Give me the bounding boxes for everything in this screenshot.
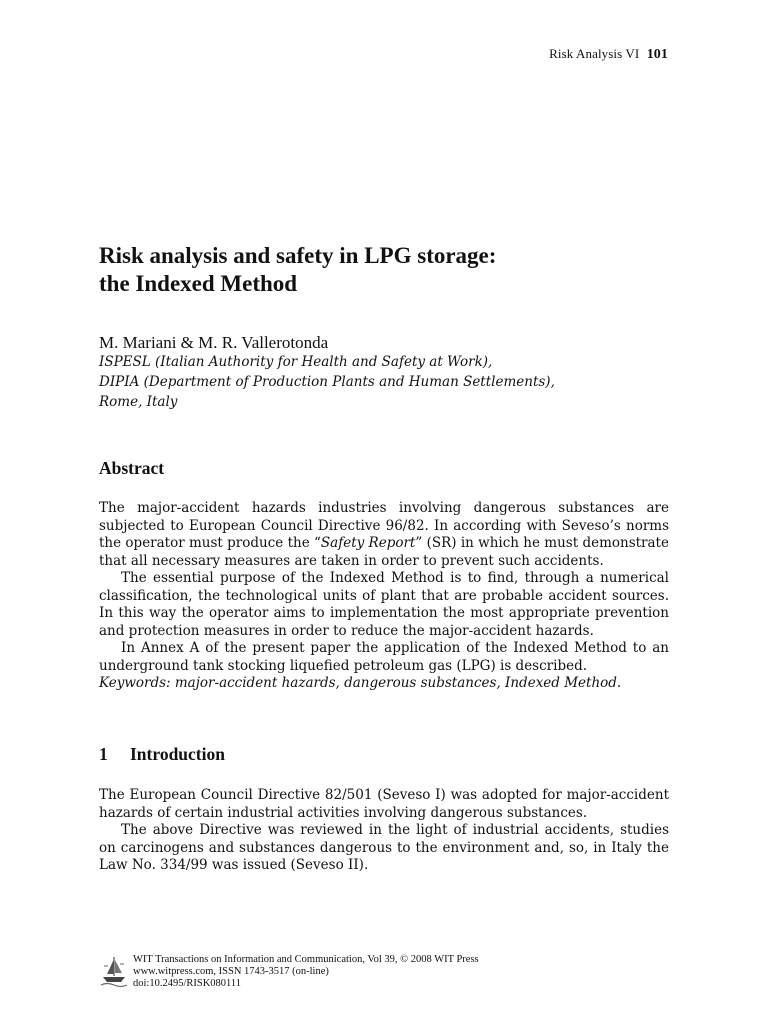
abstract-paragraph: The essential purpose of the Indexed Method is to find, through a numerical classification, the technological units of plant that are probable accident sources. In this way the operator aims to implementation the most appropriate prevention and protection measures in order to reduce the major-accident hazards. (99, 570, 669, 639)
footer-line: doi:10.2495/RISK080111 (133, 978, 242, 989)
journal-name: Risk Analysis VI (549, 46, 640, 61)
intro-paragraph: The European Council Directive 82/501 (Seveso I) was adopted for major-accident hazards of certain industrial activities involving dangerous substances. (99, 787, 669, 821)
introduction-body (99, 787, 669, 875)
safety-report-term: Safety Report (320, 535, 416, 551)
ship-logo-icon (99, 954, 129, 988)
section-title: Introduction (130, 744, 225, 764)
footer-line: WIT Transactions on Information and Communication, Vol 39, © 2008 WIT Press (133, 954, 479, 965)
affiliation-line: ISPESL (Italian Authority for Health and Safety at Work), (99, 354, 493, 370)
abstract-text: The major-accident hazards industries involving dangerous substances are subjected to European Council Directive 96/82. In according with Seveso’s norms the operator must produce the “ (99, 500, 669, 551)
introduction-heading (99, 744, 225, 765)
footer-line: www.witpress.com, ISSN 1743-3517 (on-line) (133, 966, 329, 977)
affiliation-line: Rome, Italy (99, 394, 178, 410)
abstract-body (99, 500, 669, 693)
page-number: 101 (646, 47, 668, 62)
title-line-2: the Indexed Method (99, 271, 298, 296)
keywords: Keywords: major-accident hazards, dangerous substances, Indexed Method. (99, 675, 622, 691)
abstract-heading: Abstract (99, 458, 165, 478)
title-line-1: Risk analysis and safety in LPG storage: (99, 243, 497, 268)
abstract-text: ” (SR) in which he must demonstrate that all necessary measures are taken in order to prevent such accidents. (99, 535, 669, 569)
footer (99, 954, 479, 990)
running-head (549, 46, 668, 63)
abstract-paragraph (99, 500, 669, 570)
intro-paragraph: The above Directive was reviewed in the light of industrial accidents, studies on carcinogens and substances dangerous to the environment and, so, in Italy the Law No. 334/99 was issued (Seveso II). (99, 822, 669, 873)
abstract-paragraph: In Annex A of the present paper the application of the Indexed Method to an underground tank stocking liquefied petroleum gas (LPG) is described. (99, 640, 669, 674)
authors: M. Mariani & M. R. Vallerotonda (99, 333, 329, 352)
paper-title (99, 242, 679, 298)
section-number: 1 (99, 744, 108, 764)
affiliation (99, 352, 679, 412)
affiliation-line: DIPIA (Department of Production Plants and Human Settlements), (99, 374, 555, 390)
